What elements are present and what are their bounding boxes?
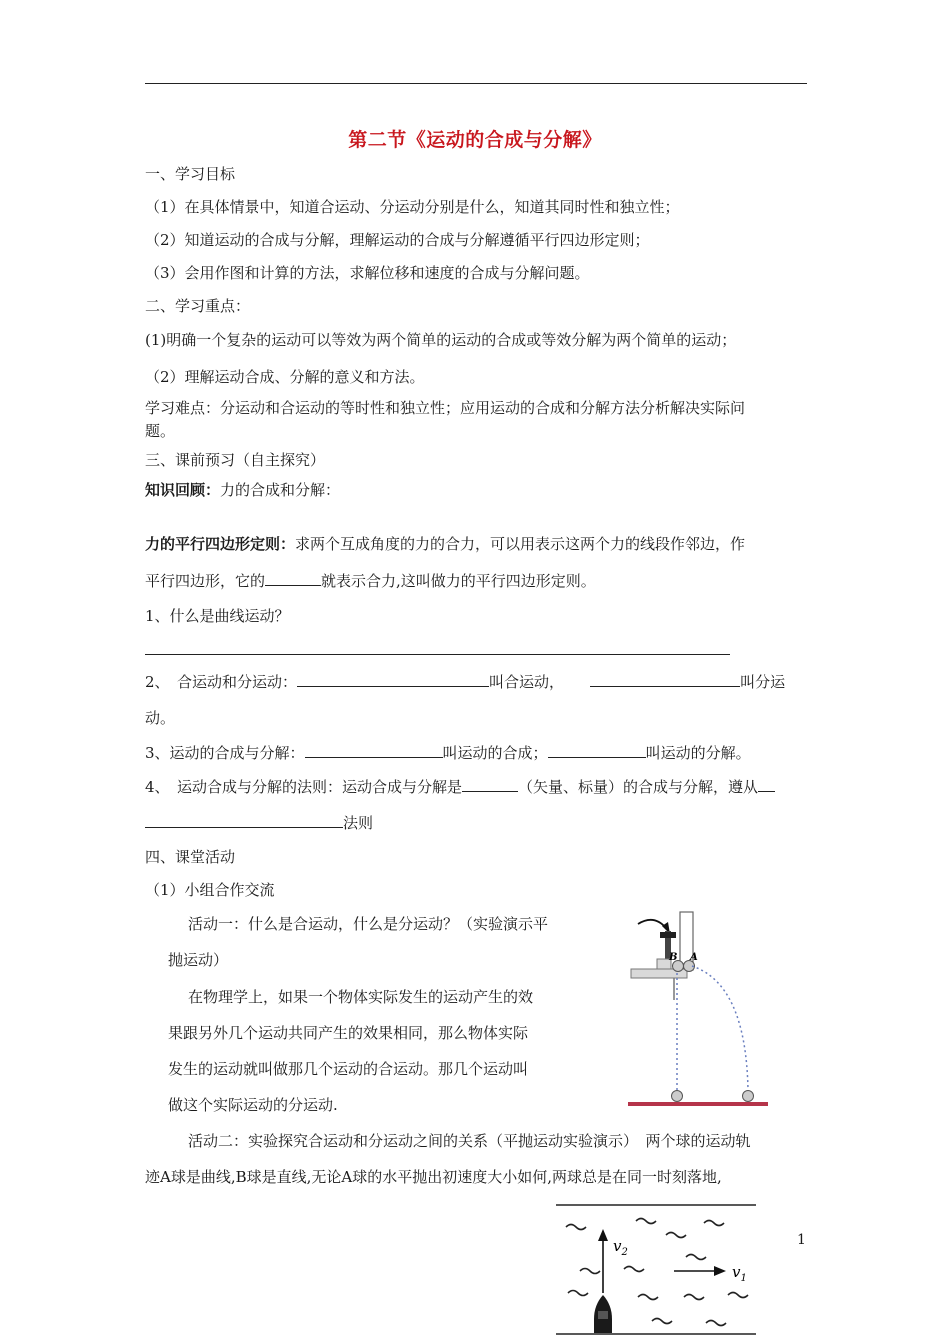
- answer-line[interactable]: [145, 654, 730, 655]
- floor: [628, 1102, 768, 1106]
- question-2-cont: 动。: [145, 709, 176, 727]
- section-heading: 四、课堂活动: [145, 848, 236, 866]
- label-b: B: [669, 952, 678, 963]
- q2-text-a: 2、 合运动和分运动：: [145, 673, 298, 691]
- definition-para: 果跟另外几个运动共同产生的效果相同，那么物体实际: [168, 1024, 529, 1042]
- question-2: [145, 671, 785, 693]
- question-4-cont: [145, 812, 373, 834]
- strike-arrow-icon: [638, 920, 666, 928]
- header-rule: [145, 83, 807, 84]
- definition-para: 做这个实际运动的分运动.: [168, 1096, 338, 1114]
- question-4: [145, 776, 775, 798]
- question-3: [145, 742, 751, 764]
- fill-blank[interactable]: [590, 672, 740, 687]
- parallelogram-rule-cont: [145, 570, 596, 592]
- fill-blank[interactable]: [297, 672, 489, 687]
- difficulty-text-cont: 题。: [145, 422, 176, 440]
- parallel-label: 力的平行四边形定则：: [145, 535, 296, 553]
- keypoint-item: （2）理解运动合成、分解的意义和方法。: [145, 368, 425, 386]
- knowledge-review: [145, 479, 340, 501]
- parallelogram-rule: [145, 533, 745, 555]
- parallel-text-a: 平行四边形，它的: [145, 572, 266, 590]
- projectile-apparatus-figure: [628, 906, 768, 1110]
- activity-1-cont: 抛运动）: [168, 951, 229, 969]
- objective-item: （1）在具体情景中，知道合运动、分运动分别是什么，知道其同时性和独立性；: [145, 198, 680, 216]
- q4-text-a: 4、 运动合成与分解的法则：运动合成与分解是: [145, 778, 463, 796]
- keypoint-item: (1)明确一个复杂的运动可以等效为两个简单的运动的合成或等效分解为两个简单的运动；: [145, 331, 737, 349]
- activity-1: 活动一：什么是合运动，什么是分运动？（实验演示平: [188, 915, 549, 933]
- v1-label: $v_1$: [732, 1263, 747, 1284]
- subsection-heading: （1）小组合作交流: [145, 881, 275, 899]
- section-heading: 三、课前预习（自主探究）: [145, 451, 326, 469]
- river-crossing-figure: [556, 1197, 756, 1344]
- boat-icon: [594, 1295, 612, 1333]
- q4-text-b: （矢量、标量）的合成与分解，遵从: [518, 778, 759, 796]
- q3-text-c: 叫运动的分解。: [645, 744, 751, 762]
- section-heading: 一、学习目标: [145, 165, 236, 183]
- q3-text-b: 叫运动的合成；: [442, 744, 548, 762]
- definition-para: 发生的运动就叫做那几个运动的合运动。那几个运动叫: [168, 1060, 529, 1078]
- question-1: 1、什么是曲线运动？: [145, 607, 290, 625]
- review-text: 力的合成和分解：: [220, 481, 341, 499]
- objective-item: （2）知道运动的合成与分解，理解运动的合成与分解遵循平行四边形定则；: [145, 231, 650, 249]
- fill-blank[interactable]: [305, 743, 443, 758]
- parallel-text-b: 就表示合力,这叫做力的平行四边形定则。: [321, 572, 596, 590]
- arrow-up-icon: [598, 1229, 608, 1241]
- fill-blank[interactable]: [462, 777, 518, 792]
- fill-blank[interactable]: [265, 571, 321, 586]
- q2-text-c: 叫分运: [740, 673, 786, 691]
- q4-text-c: 法则: [343, 814, 374, 832]
- section-heading: 二、学习重点：: [145, 297, 251, 315]
- review-label: 知识回顾：: [145, 481, 221, 499]
- fill-blank[interactable]: [548, 743, 646, 758]
- v2-label: $v_2$: [613, 1237, 628, 1258]
- difficulty-text: 学习难点：分运动和合运动的等时性和独立性；应用运动的合成和分解方法分析解决实际问: [145, 399, 746, 417]
- fill-blank[interactable]: [758, 777, 775, 792]
- page-number: 1: [797, 1232, 806, 1248]
- activity-2: 活动二：实验探究合运动和分运动之间的关系（平抛运动实验演示） 两个球的运动轨: [188, 1132, 751, 1150]
- objective-item: （3）会用作图和计算的方法，求解位移和速度的合成与分解问题。: [145, 264, 590, 282]
- arrow-right-icon: [714, 1266, 726, 1276]
- q3-text-a: 3、运动的合成与分解：: [145, 744, 305, 762]
- page-title: 第二节《运动的合成与分解》: [348, 129, 602, 151]
- label-a: A: [690, 952, 698, 963]
- activity-2-cont: 迹A球是曲线,B球是直线,无论A球的水平抛出初速度大小如何,两球总是在同一时刻落地,: [145, 1168, 722, 1186]
- parallel-text: 求两个互成角度的力的合力，可以用表示这两个力的线段作邻边，作: [295, 535, 746, 553]
- q2-text-b: 叫合运动，: [489, 673, 565, 691]
- definition-para: 在物理学上，如果一个物体实际发生的运动产生的效: [188, 988, 534, 1006]
- fill-blank[interactable]: [145, 813, 343, 828]
